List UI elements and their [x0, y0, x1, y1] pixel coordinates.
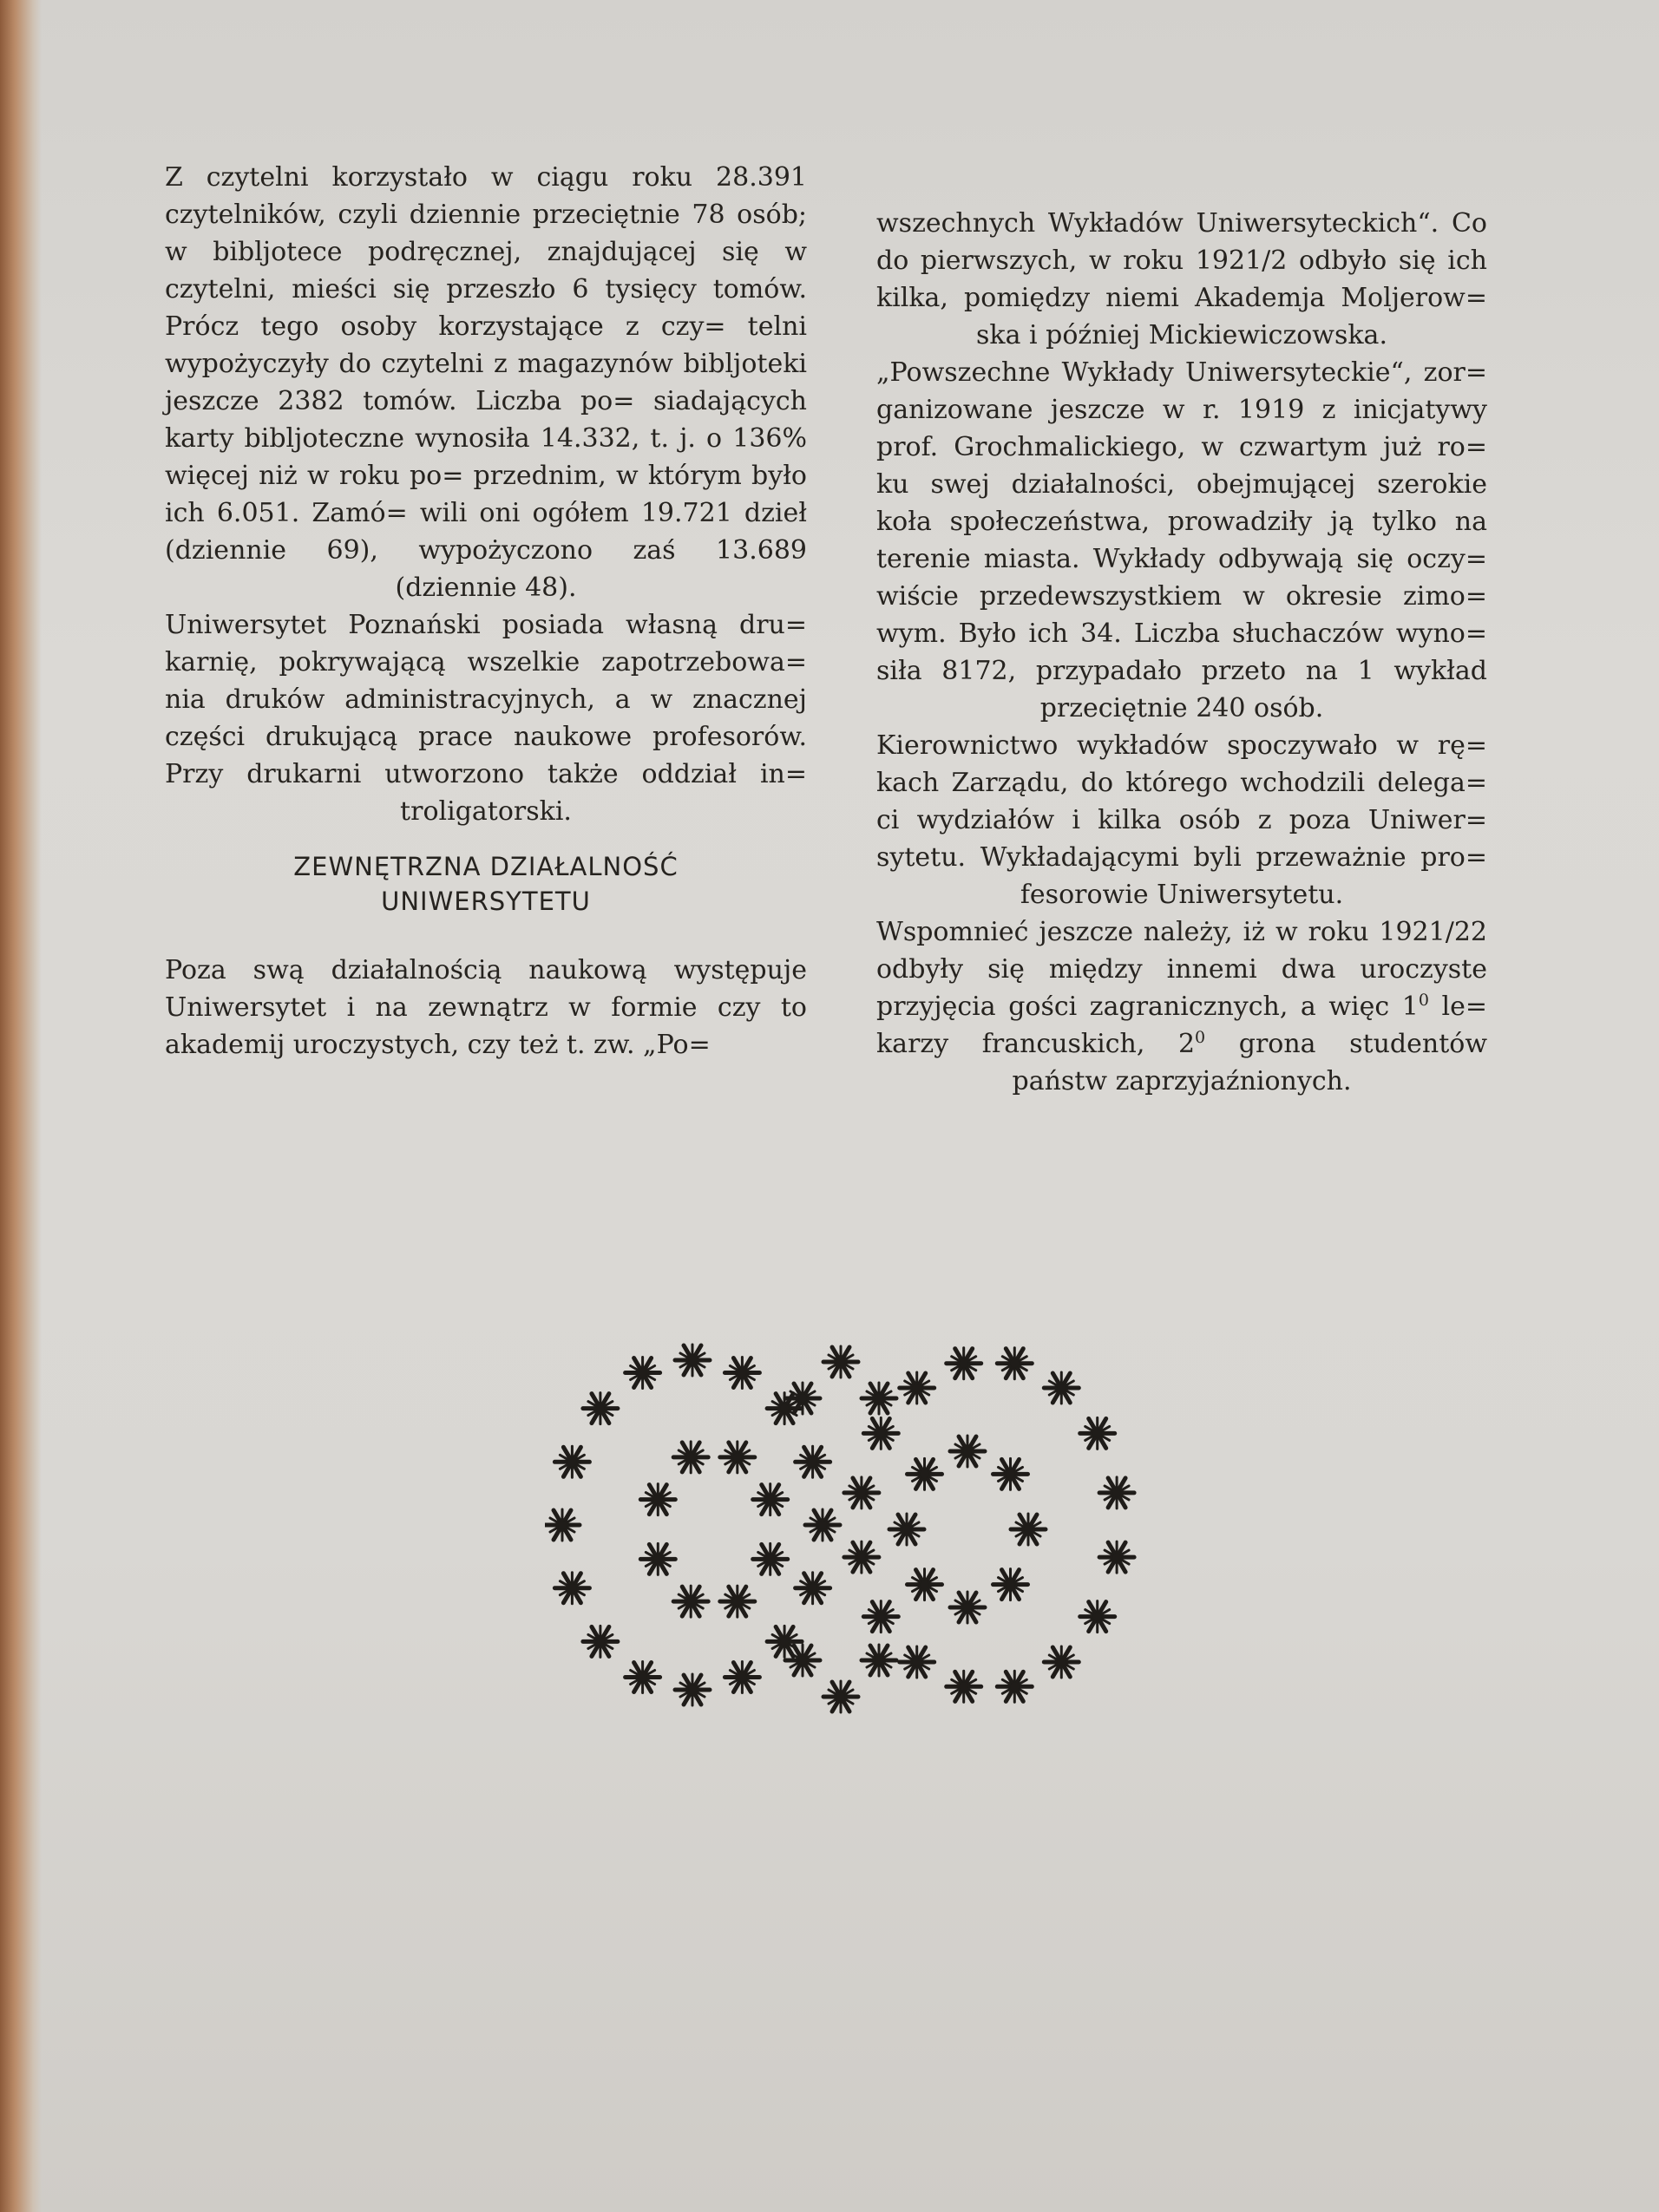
- star-glyph-icon: [997, 1671, 1032, 1702]
- star-glyph-icon: [1080, 1417, 1115, 1449]
- star-glyph-icon: [1080, 1601, 1115, 1633]
- star-glyph-icon: [1099, 1477, 1134, 1508]
- star-glyph-icon: [900, 1372, 934, 1404]
- star-glyph-icon: [720, 1586, 755, 1617]
- star-glyph-icon: [805, 1509, 840, 1541]
- star-glyph-icon: [675, 1674, 710, 1705]
- left-column: [165, 159, 807, 1063]
- star-glyph-icon: [554, 1446, 589, 1477]
- paragraph-public-lectures: „Powszechne Wykłady Uniwersyteckie“, zor= ganizowane jeszcze w r. 1919 z inicjatywy prof. Grochmalickiego, w czwartym już ro= ku swej działalności, obejmującej szerokie koła społeczeństwa, prowadziły ją tylko na terenie miasta. Wykłady odbywają się oczy= wiście przedewszystkiem w okresie zimo= wym. Było ich 34. Liczba słuchaczów wyno= siła 8172, przypadało przeto na 1 wykład przeciętnie 240 osób.: [876, 357, 1487, 723]
- star-glyph-icon: [889, 1514, 924, 1545]
- star-glyph-icon: [908, 1458, 942, 1489]
- section-heading: [165, 849, 807, 919]
- star-glyph-icon: [583, 1393, 618, 1424]
- star-glyph-icon: [844, 1541, 879, 1573]
- star-glyph-icon: [1044, 1646, 1079, 1678]
- paragraph-lecture-management: Kierownictwo wykładów spoczywało w rę= kach Zarządu, do którego wchodzili delega= ci wydziałów i kilka osób z poza Uniwer= sytetu. Wykładającymi byli przeważnie pro= fesorowie Uniwersytetu.: [876, 730, 1487, 910]
- star-glyph-icon: [1099, 1541, 1134, 1573]
- star-glyph-icon: [1011, 1514, 1046, 1545]
- right-column: [876, 205, 1487, 1100]
- star-glyph-icon: [993, 1569, 1028, 1600]
- star-glyph-icon: [908, 1569, 942, 1600]
- star-glyph-icon: [640, 1543, 675, 1574]
- star-glyph-icon: [554, 1573, 589, 1604]
- star-glyph-icon: [863, 1417, 898, 1449]
- star-glyph-icon: [725, 1358, 759, 1389]
- star-glyph-icon: [997, 1348, 1032, 1379]
- star-glyph-icon: [626, 1662, 660, 1693]
- star-glyph-icon: [862, 1645, 896, 1676]
- star-glyph-icon: [823, 1681, 858, 1712]
- star-glyph-icon: [725, 1662, 759, 1693]
- star-glyph-icon: [753, 1484, 788, 1515]
- book-binding: [0, 0, 42, 2212]
- star-glyph-icon: [640, 1484, 675, 1515]
- paragraph-external-activity: Poza swą działalnością naukową występuje Uniwersytet i na zewnątrz w formie czy to akademij uroczystych, czy też t. zw. „Po=: [165, 955, 807, 1060]
- paragraph-foreign-guests: Wspomnieć jeszcze należy, iż w roku 1921/22 odbyły się między innemi dwa uroczyste przyjęcia gości zagranicznych, a więc $1^0$ le= karzy francuskich, $2^0$ grona studentów państw zaprzyjaźnionych.: [876, 917, 1487, 1096]
- star-glyph-icon: [545, 1509, 580, 1541]
- star-glyph-icon: [753, 1543, 788, 1574]
- star-glyph-icon: [947, 1671, 981, 1702]
- star-glyph-icon: [950, 1436, 985, 1467]
- star-glyph-icon: [626, 1358, 660, 1389]
- star-glyph-icon: [583, 1626, 618, 1657]
- star-glyph-icon: [947, 1348, 981, 1379]
- section-heading-line2: UNIWERSYTETU: [381, 887, 591, 916]
- star-glyph-icon: [796, 1573, 830, 1604]
- star-glyph-icon: [673, 1442, 708, 1473]
- star-glyph-icon: [823, 1346, 858, 1378]
- paragraph-printing-house: Uniwersytet Poznański posiada własną dru= karnię, pokrywającą wszelkie zapotrzebowa= nia druków administracyjnych, a w znacznej części drukującą prace naukowe profesorów. Przy drukarni utworzono także oddział in= troligatorski.: [165, 610, 807, 827]
- star-glyph-icon: [900, 1646, 934, 1678]
- section-heading-line1: ZEWNĘTRZNA DZIAŁALNOŚĆ: [293, 852, 679, 881]
- paragraph-reading-room: Z czytelni korzystało w ciągu roku 28.391 czytelników, czyli dziennie przeciętnie 78 osób; w bibljotece podręcznej, znajdującej się w czytelni, mieści się przeszło 6 tysięcy tomów. Prócz tego osoby korzystające z czy= telni wypożyczyły do czytelni z magazynów bibljoteki jeszcze 2382 tomów. Liczba po= siadających karty bibljoteczne wynosiła 14.332, t. j. o 136% więcej niż w roku po= przednim, w którym było ich 6.051. Zamó= wili oni ogółem 19.721 dzieł (dziennie 69), wypożyczono zaś 13.689 (dziennie 48).: [165, 162, 807, 603]
- star-glyph-icon: [720, 1442, 755, 1473]
- star-glyph-icon: [863, 1601, 898, 1633]
- star-glyph-icon: [844, 1477, 879, 1508]
- star-glyph-icon: [950, 1592, 985, 1623]
- star-glyph-icon: [1044, 1372, 1079, 1404]
- star-glyph-icon: [993, 1458, 1028, 1489]
- star-glyph-icon: [673, 1586, 708, 1617]
- star-ornament-icon: [545, 1343, 1137, 1716]
- star-glyph-icon: [796, 1446, 830, 1477]
- paragraph-lectures-intro: wszechnych Wykładów Uniwersyteckich“. Co do pierwszych, w roku 1921/2 odbyło się ich kilka, pomiędzy niemi Akademja Moljerow= ska i później Mickiewiczowska.: [876, 208, 1487, 350]
- star-glyph-icon: [862, 1383, 896, 1414]
- star-glyph-icon: [675, 1345, 710, 1376]
